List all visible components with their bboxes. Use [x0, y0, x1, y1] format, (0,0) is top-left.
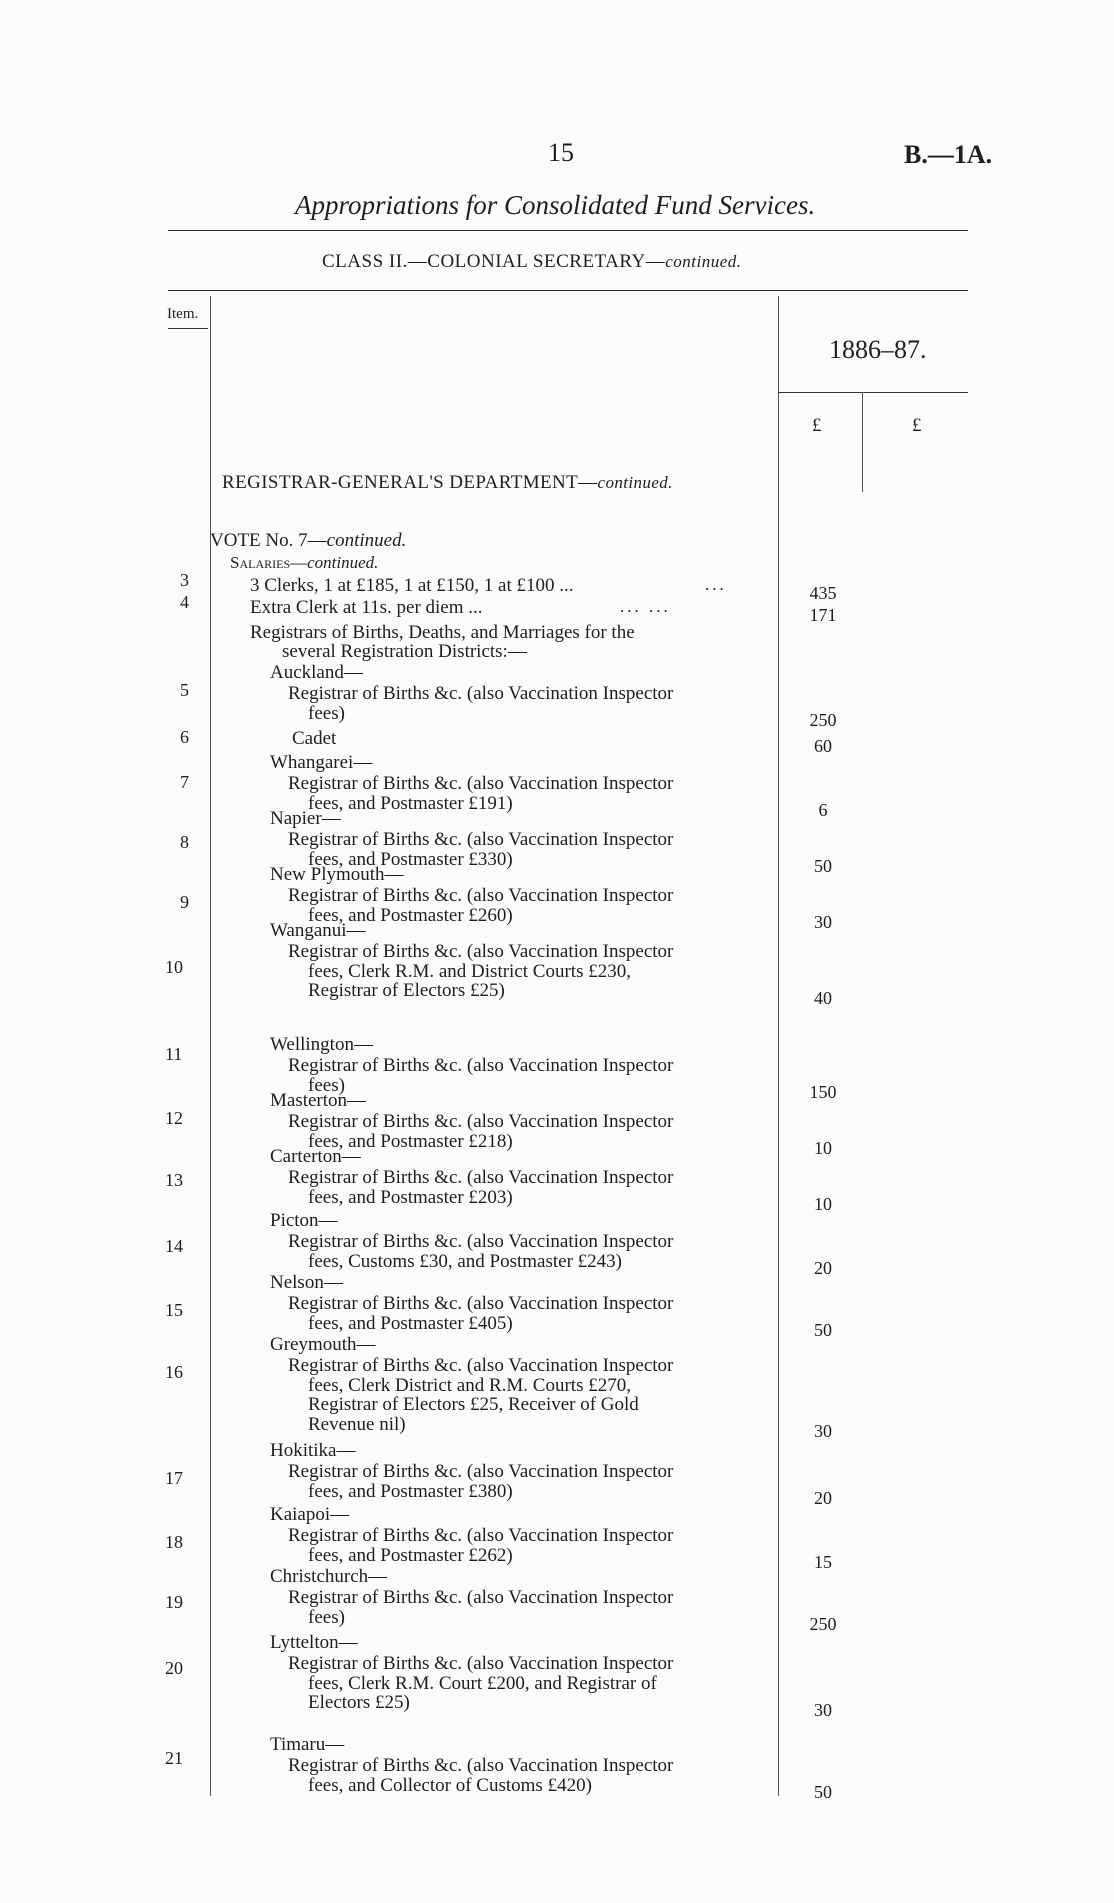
district-name: Christchurch—: [270, 1566, 388, 1587]
district-description-line: fees, Clerk District and R.M. Courts £270,: [308, 1374, 631, 1396]
item-number: 13: [165, 1170, 183, 1190]
amount: 10: [814, 1138, 832, 1158]
district-description-line: fees): [308, 1074, 345, 1096]
item-number: 15: [165, 1300, 183, 1320]
pound-symbol-col2: £: [912, 415, 922, 436]
item-number: 19: [165, 1592, 183, 1612]
entry-line: 3 Clerks, 1 at £185, 1 at £150, 1 at £100 ...: [250, 575, 574, 596]
district-description-line: fees, Clerk R.M. and District Courts £230,: [308, 960, 631, 982]
item-number: 5: [180, 680, 189, 700]
amount: 10: [814, 1194, 832, 1214]
salaries-label: Salaries—: [230, 553, 308, 572]
vote-continued: continued.: [326, 530, 407, 551]
amount: 30: [814, 1699, 832, 1720]
district-description-line: fees, Clerk R.M. Court £200, and Registrar of: [308, 1672, 657, 1694]
item-number: 12: [165, 1108, 183, 1128]
year-header: 1886–87.: [829, 335, 927, 364]
amount: 171: [809, 605, 837, 625]
district-name: Whangarei—: [270, 752, 373, 773]
district-name: Masterton—: [270, 1090, 367, 1111]
district-description-line: Registrar of Births &c. (also Vaccination Inspector: [288, 1111, 674, 1132]
district-description-line: Registrar of Births &c. (also Vaccination Inspector: [288, 1461, 674, 1482]
amount: 50: [814, 856, 832, 876]
district-description-line: Registrar of Births &c. (also Vaccination Inspector: [288, 683, 674, 704]
district-description-line: fees, and Collector of Customs £420): [308, 1774, 592, 1796]
document-reference: B.—1A.: [904, 140, 993, 169]
district-description-line: fees): [308, 1606, 345, 1628]
item-number: 16: [165, 1362, 183, 1382]
table-top-rule: [168, 290, 968, 291]
salaries-continued: continued.: [307, 553, 379, 572]
item-number: 7: [180, 772, 189, 792]
amount: 435: [809, 583, 837, 603]
pound-column-rule: [862, 392, 863, 492]
item-number: 6: [180, 727, 189, 747]
district-description-line: Registrar of Births &c. (also Vaccination Inspector: [288, 1231, 674, 1252]
item-number: 17: [165, 1468, 183, 1488]
amount: 30: [814, 1421, 832, 1441]
item-column-rule: [210, 296, 211, 1796]
item-number: 3: [180, 570, 189, 590]
amount: 15: [814, 1552, 832, 1572]
department-heading: [222, 472, 673, 494]
district-description-line: Registrar of Births &c. (also Vaccination Inspector: [288, 829, 674, 850]
district-description-line: Registrar of Births &c. (also Vaccination Inspector: [288, 1167, 674, 1188]
class-heading-text: CLASS II.—COLONIAL SECRETARY—: [322, 251, 666, 272]
item-number: 14: [165, 1236, 183, 1256]
leader-dots: ... ...: [620, 597, 671, 616]
district-description-line: Registrar of Births &c. (also Vaccination Inspector: [288, 1355, 674, 1376]
page-number: 15: [548, 138, 574, 167]
class-heading: [322, 251, 742, 273]
amount: 6: [818, 800, 828, 820]
district-description-line: fees, and Postmaster £203): [308, 1186, 513, 1208]
district-description-line: Cadet: [292, 728, 337, 749]
district-description-line: fees): [308, 702, 345, 724]
amount: 50: [814, 1782, 832, 1802]
district-description-line: fees, and Postmaster £260): [308, 904, 513, 926]
item-number: 18: [165, 1532, 183, 1552]
district-name: Auckland—: [270, 662, 363, 683]
item-number: 8: [180, 832, 189, 852]
district-name: Carterton—: [270, 1146, 361, 1167]
district-description-line: Registrar of Births &c. (also Vaccination Inspector: [288, 1055, 674, 1076]
department-continued: continued.: [597, 473, 673, 492]
title-rule: [168, 230, 968, 231]
district-description-line: fees, and Postmaster £191): [308, 792, 513, 814]
district-description-line: Registrar of Electors £25): [308, 980, 505, 1001]
district-description-line: fees, and Postmaster £218): [308, 1130, 513, 1152]
entry-line: Extra Clerk at 11s. per diem ...: [250, 597, 483, 618]
district-name: Kaiapoi—: [270, 1504, 350, 1525]
district-description-line: Electors £25): [308, 1692, 410, 1713]
amount: 20: [814, 1488, 832, 1508]
amount: 60: [814, 735, 832, 756]
amount: 30: [814, 912, 832, 932]
district-name: Wellington—: [270, 1034, 373, 1055]
department-name: REGISTRAR-GENERAL'S DEPARTMENT—: [222, 472, 598, 493]
amount: 250: [809, 1614, 837, 1634]
district-description-line: Registrar of Births &c. (also Vaccination Inspector: [288, 1587, 674, 1608]
district-description-line: Registrar of Births &c. (also Vaccination Inspector: [288, 1293, 674, 1314]
item-header-rule: [168, 328, 208, 329]
page-title: Appropriations for Consolidated Fund Services.: [295, 190, 816, 220]
leader-dots: ...: [705, 575, 727, 594]
item-number: 9: [180, 892, 189, 912]
district-description-line: Registrar of Births &c. (also Vaccination Inspector: [288, 1755, 674, 1776]
item-number: 21: [165, 1748, 183, 1768]
district-description-line: fees, and Postmaster £330): [308, 848, 513, 870]
amount: 40: [814, 987, 832, 1008]
district-description-line: fees, and Postmaster £262): [308, 1544, 513, 1566]
district-description-line: Registrar of Births &c. (also Vaccination Inspector: [288, 1653, 674, 1674]
entry-line: several Registration Districts:—: [282, 641, 527, 662]
district-name: New Plymouth—: [270, 864, 404, 885]
district-name: Greymouth—: [270, 1334, 376, 1355]
district-description-line: Registrar of Births &c. (also Vaccination Inspector: [288, 885, 674, 906]
entry-line: Registrars of Births, Deaths, and Marriages for the: [250, 622, 635, 643]
district-description-line: fees, Customs £30, and Postmaster £243): [308, 1250, 623, 1272]
district-description-line: Registrar of Births &c. (also Vaccination Inspector: [288, 941, 674, 962]
amount: 250: [809, 710, 837, 730]
item-number: 11: [165, 1044, 183, 1064]
item-column-header: Item.: [167, 306, 199, 322]
district-name: Timaru—: [270, 1734, 345, 1755]
item-number: 20: [165, 1658, 183, 1678]
amount-column-rule: [778, 296, 779, 1796]
district-name: Lyttelton—: [270, 1632, 358, 1653]
district-description-line: Registrar of Births &c. (also Vaccination Inspector: [288, 773, 674, 794]
district-name: Napier—: [270, 808, 341, 829]
pound-symbol-col1: £: [812, 415, 822, 436]
vote-heading: [210, 530, 406, 552]
year-under-rule: [778, 392, 968, 393]
district-name: Nelson—: [270, 1272, 343, 1293]
district-name: Wanganui—: [270, 920, 366, 941]
district-name: Hokitika—: [270, 1440, 356, 1461]
salaries-heading: [230, 553, 378, 573]
amount: 20: [814, 1258, 832, 1278]
district-name: Picton—: [270, 1210, 338, 1231]
district-description-line: Registrar of Births &c. (also Vaccination Inspector: [288, 1525, 674, 1546]
amount: 150: [809, 1082, 837, 1102]
district-description-line: Revenue nil): [308, 1413, 406, 1435]
district-description-line: Registrar of Electors £25, Receiver of Gold: [308, 1394, 639, 1415]
item-number: 10: [165, 957, 183, 977]
district-description-line: fees, and Postmaster £380): [308, 1480, 513, 1502]
district-description-line: fees, and Postmaster £405): [308, 1312, 513, 1334]
class-continued: continued.: [665, 252, 742, 271]
amount: 50: [814, 1320, 832, 1340]
vote-label: VOTE No. 7—: [210, 530, 327, 551]
item-number: 4: [180, 592, 189, 612]
